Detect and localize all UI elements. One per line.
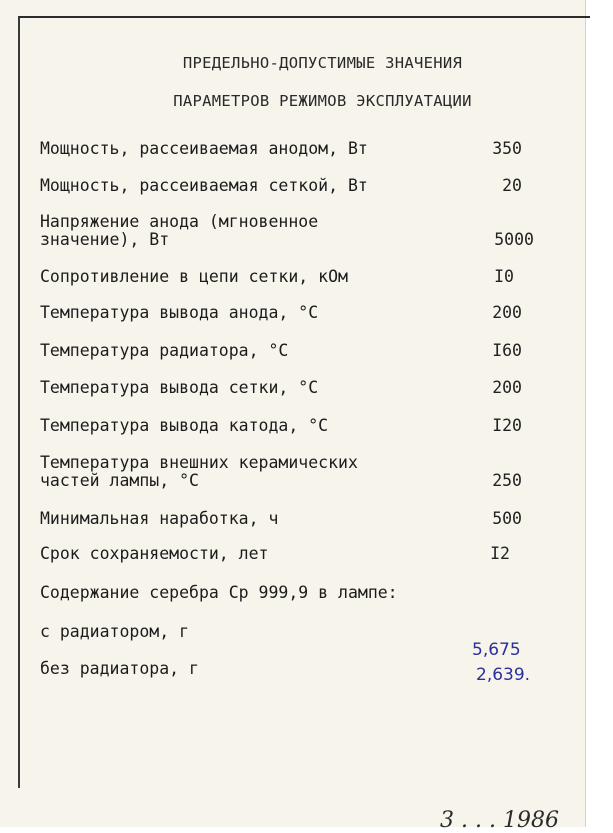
document-title-line-2: ПАРАМЕТРОВ РЕЖИМОВ ЭКСПЛУАТАЦИИ xyxy=(173,92,472,110)
param-name: Минимальная наработка, ч xyxy=(40,509,279,528)
silver-heading: Содержание серебра Ср 999,9 в лампе: xyxy=(40,583,398,602)
param-name: Температура вывода анода, °С xyxy=(40,303,319,322)
param-name: Сопротивление в цепи сетки, кОм xyxy=(40,267,348,286)
bottom-handwritten-date: 3 . . . 1986 xyxy=(440,808,559,833)
param-name: Температура вывода катода, °С xyxy=(40,416,329,435)
param-value: 5000 xyxy=(494,230,534,249)
silver-with-radiator-label: с радиатором, г xyxy=(40,622,190,641)
param-value: 200 xyxy=(492,378,522,397)
param-value: I0 xyxy=(494,267,514,286)
param-value: 200 xyxy=(492,303,522,322)
param-name: Температура радиатора, °С xyxy=(40,341,289,360)
handwritten-value-without-radiator: 2,639. xyxy=(476,665,531,685)
param-name: Срок сохраняемости, лет xyxy=(40,544,269,563)
param-value: 500 xyxy=(492,509,522,528)
silver-without-radiator-label: без радиатора, г xyxy=(40,659,199,678)
handwritten-value-with-radiator: 5,675 xyxy=(472,640,521,660)
param-value: 20 xyxy=(502,176,522,195)
param-name: Температура вывода сетки, °С xyxy=(40,378,319,397)
param-name: Мощность, рассеиваемая анодом, Вт xyxy=(40,139,368,158)
param-value: I60 xyxy=(492,341,522,360)
param-value: I20 xyxy=(492,416,522,435)
param-value: 250 xyxy=(492,471,522,490)
param-name: Температура внешних керамических частей лампы, °С xyxy=(40,453,358,490)
document-title-line-1: ПРЕДЕЛЬНО-ДОПУСТИМЫЕ ЗНАЧЕНИЯ xyxy=(182,54,463,72)
param-name: Напряжение анода (мгновенное значение), Вт xyxy=(40,212,319,249)
param-value: 350 xyxy=(492,139,522,158)
param-name: Мощность, рассеиваемая сеткой, Вт xyxy=(40,176,368,195)
param-value: I2 xyxy=(490,544,510,563)
